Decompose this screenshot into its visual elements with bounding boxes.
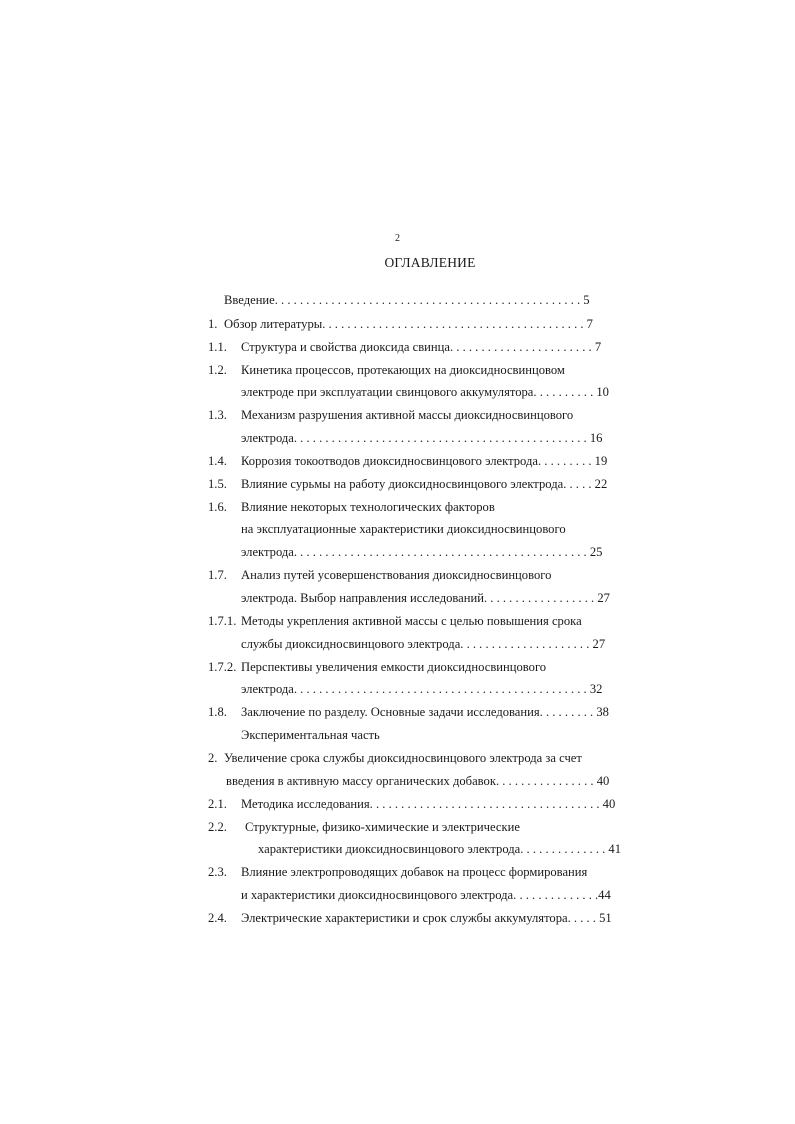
toc-entry-text: электрода. . . . . . . . . . . . . . . . . . . . . . . . . . . . . . . . . . . . . . . . . . . . . . . 16	[241, 431, 603, 445]
toc-entry-number: 2.3.	[208, 865, 227, 879]
toc-entry-text: Кинетика процессов, протекающих на диоксидносвинцовом	[241, 363, 565, 377]
toc-entry-text: Структурные, физико-химические и электрические	[245, 820, 520, 834]
toc-entry-text: Перспективы увеличения емкости диоксидносвинцового	[241, 660, 547, 674]
toc-entry-text: Электрические характеристики и срок службы аккумулятора. . . . . 51	[241, 911, 612, 925]
toc-entry-number: 2.	[208, 751, 218, 765]
toc-entry-text: электроде при эксплуатации свинцового аккумулятора. . . . . . . . . . 10	[241, 385, 609, 399]
toc-entry-text: Увеличение срока службы диоксидносвинцового электрода за счет	[224, 751, 582, 765]
toc-entry-number: 1.7.	[208, 568, 227, 582]
toc-entry-text: введения в активную массу органических добавок. . . . . . . . . . . . . . . . 40	[226, 774, 610, 788]
page-title: ОГЛАВЛЕНИЕ	[384, 255, 476, 270]
toc-entry-text: Введение. . . . . . . . . . . . . . . . . . . . . . . . . . . . . . . . . . . . . . . . . . . . . . . . . 5	[224, 293, 590, 307]
toc-entry-number: 1.3.	[208, 408, 227, 422]
page-number: 2	[395, 233, 400, 244]
toc-entry-text: электрода. . . . . . . . . . . . . . . . . . . . . . . . . . . . . . . . . . . . . . . . . . . . . . . 25	[241, 545, 603, 559]
toc-entry-text: Влияние электропроводящих добавок на процесс формирования	[241, 865, 588, 879]
toc-entry-text: службы диоксидносвинцового электрода. . . . . . . . . . . . . . . . . . . . . 27	[241, 637, 606, 651]
section-heading-text: Экспериментальная часть	[241, 728, 380, 742]
toc-entry-number: 1.	[208, 317, 218, 331]
toc-entry-text: электрода. . . . . . . . . . . . . . . . . . . . . . . . . . . . . . . . . . . . . . . . . . . . . . . 32	[241, 682, 603, 696]
toc-entry-number: 2.2.	[208, 820, 227, 834]
toc-entry-number: 1.7.2.	[208, 660, 237, 674]
toc-entry-number: 1.1.	[208, 340, 227, 354]
toc-entry-number: 1.8.	[208, 705, 227, 719]
toc-entry-text: Обзор литературы. . . . . . . . . . . . . . . . . . . . . . . . . . . . . . . . . . . . . . . . . . 7	[224, 317, 593, 331]
toc-entry-text: Методы укрепления активной массы с целью повышения срока	[241, 614, 582, 628]
toc-entry-text: Влияние сурьмы на работу диоксидносвинцового электрода. . . . . 22	[241, 477, 608, 491]
toc-entry-text: Структура и свойства диоксида свинца. . . . . . . . . . . . . . . . . . . . . . . 7	[241, 340, 602, 354]
toc-entry-number: 1.2.	[208, 363, 227, 377]
toc-entry-text: Механизм разрушения активной массы диоксидносвинцового	[241, 408, 574, 422]
toc-entry-number: 1.4.	[208, 454, 227, 468]
toc-entry-number: 1.7.1.	[208, 614, 237, 628]
toc-entry-text: Коррозия токоотводов диоксидносвинцового электрода. . . . . . . . . 19	[241, 454, 608, 468]
toc-entry-text: Анализ путей усовершенствования диоксидносвинцового	[241, 568, 552, 582]
toc-entry-text: и характеристики диоксидносвинцового электрода. . . . . . . . . . . . . .44	[241, 888, 611, 902]
toc-entry-number: 1.6.	[208, 500, 227, 514]
toc-entry-number: 2.4.	[208, 911, 227, 925]
toc-entry-text: Влияние некоторых технологических факторов	[241, 500, 495, 514]
toc-entry-text: электрода. Выбор направления исследований. . . . . . . . . . . . . . . . . . 27	[241, 591, 610, 605]
toc-entry-number: 1.5.	[208, 477, 227, 491]
toc-entry-number: 2.1.	[208, 797, 227, 811]
toc-entry-text: Методика исследования. . . . . . . . . . . . . . . . . . . . . . . . . . . . . . . . . . . . . 40	[241, 797, 616, 811]
toc-entry-text: Заключение по разделу. Основные задачи исследования. . . . . . . . . 38	[241, 705, 609, 719]
toc-entry-text: характеристики диоксидносвинцового электрода. . . . . . . . . . . . . . 41	[258, 842, 622, 856]
toc-entry-text: на эксплуатационные характеристики диоксидносвинцового	[241, 522, 566, 536]
